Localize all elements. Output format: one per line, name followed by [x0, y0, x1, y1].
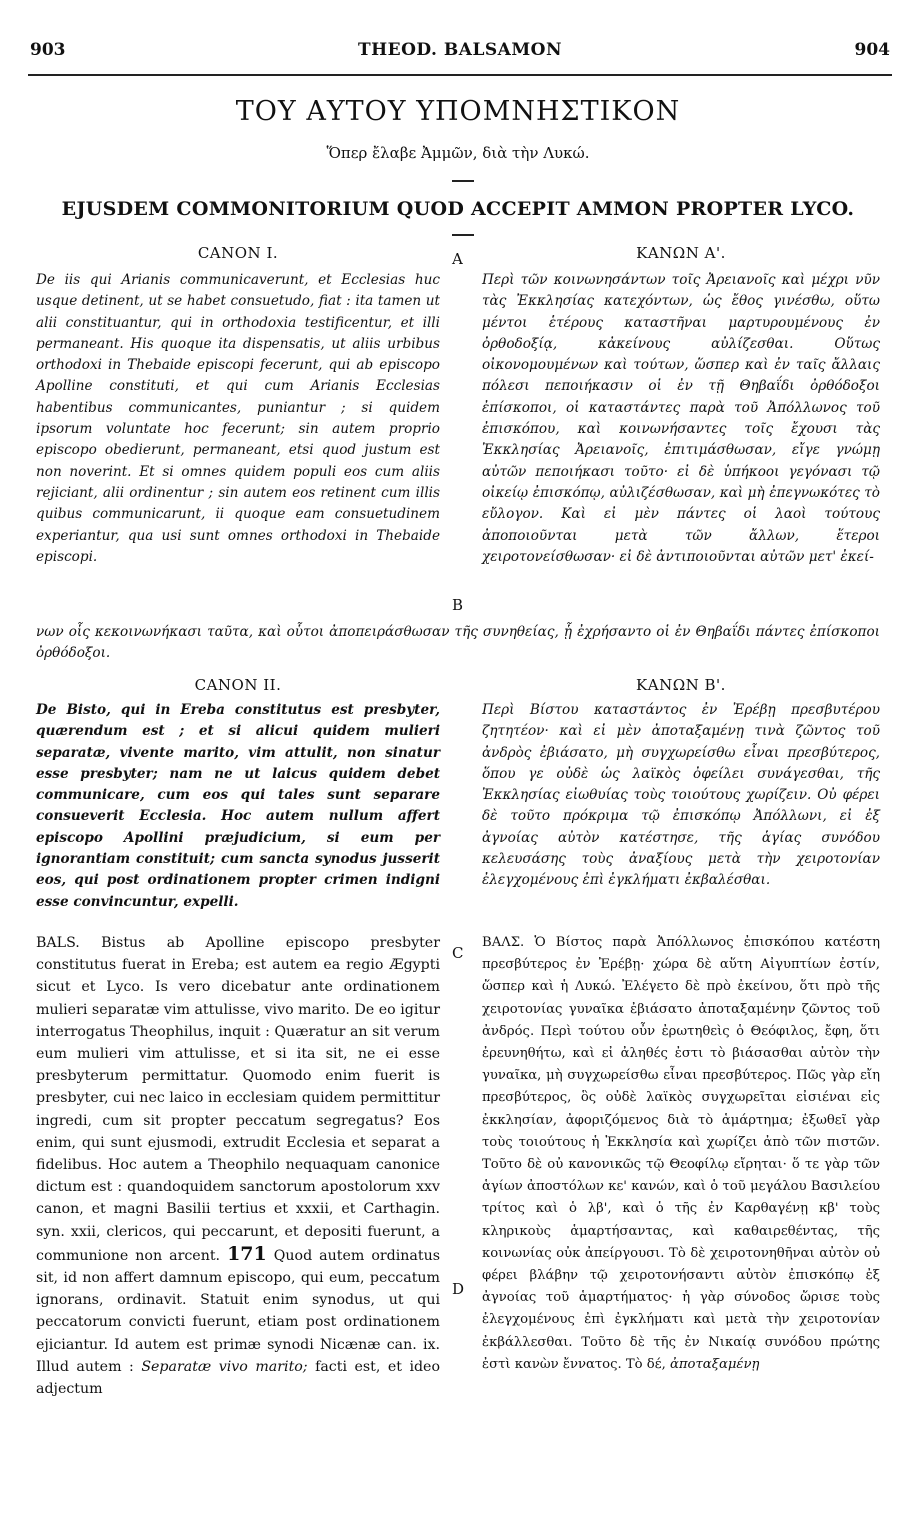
commentary-greek-label: ΒΑΛΣ.: [482, 935, 525, 950]
short-rule-2: [452, 234, 474, 236]
commentary-greek-paragraph: [482, 932, 880, 1376]
commentary-greek-italic: ἀποταξαμένῃ: [669, 1356, 760, 1372]
canon2-latin-text: [36, 700, 440, 913]
latin-title: EJUSDEM COMMONITORIUM QUOD ACCEPIT AMMON PROPTER LYCO.: [61, 198, 855, 220]
canon2-greek-heading: ΚΑΝΩΝ Β'.: [636, 676, 726, 694]
column-number: 171: [227, 1242, 267, 1265]
running-head: [30, 40, 890, 62]
commentary-greek-body: Ὁ Βίστος παρὰ Ἀπόλλωνος ἐπισκόπου κατέστη πρεσβύτερος ἐν Ἐρέβῃ· χώρα δὲ αὕτη Αἰγυπτίων ἐστίν, ὥσπερ καὶ ἡ Λυκώ. Ἐλέγετο δὲ πρὸ ἐκείνου, ὅτι πρὸ τῆς χειροτονίας γυναῖκα ἐβιάσατο ἀποταξαμένην ζῶντος τοῦ ἀνδρός. Περὶ τούτου οὖν ἐρωτηθεὶς ὁ Θεόφιλος, ἔφη, ὅτι ἐρευνηθήτω, καὶ εἰ ἀληθές ἐστι τὸ βιάσασθαι αὐτὸν τὴν γυναῖκα, μὴ συγχωρείσθω εἶναι πρεσβύτερος. Πῶς γὰρ εἴη πρεσβύτερος, ὃς οὐδὲ λαϊκὸς συγχωρεῖται εἰσιέναι εἰς ἐκκλησίαν, ἀφοριζόμενος διὰ τὸ ἁμάρτημα; ἐξωθεῖ γὰρ τοὺς τοιούτους ἡ Ἐκκλησία καὶ χωρίζει ἀπὸ τῶν πιστῶν. Τοῦτο δὲ οὐ κανονικῶς τῷ Θεοφίλῳ εἴρηται· ὅ τε γὰρ τῶν ἁγίων ἀποστόλων κε' κανών, καὶ ὁ τοῦ μεγάλου Βασιλείου τρίτος καὶ ὁ λβ', καὶ ὁ τῆς ἐν Καρθαγένῃ κβ' τοὺς κληρικοὺς ἁμαρτήσαντας, καὶ καθαιρεθέντας, τῆς κοινωνίας οὐκ ἀπείργουσι. Τὸ δὲ χειροτονηθῆναι αὐτὸν οὐ φέρει βλάβην τῷ χειροτονήσαντι αὐτὸν ἐπισκόπῳ ἐξ ἀγνοίας τοῦ ἁμαρτήματος· ἡ γὰρ σύνοδος ὥρισε τοὺς ἐλεγχομένους ἐπὶ ἐγκλήματι καὶ μετὰ τὴν χειροτονίαν ἐκβάλλεσθαι. Τοῦτο δὲ τῆς ἐν Νικαίᾳ συνόδου πρώτης ἐστὶ κανὼν ἔννατος. Τὸ δέ,: [482, 935, 880, 1372]
commentary-latin-final: facti est, et ideo adjectum: [36, 1358, 440, 1398]
page-number-left: 903: [30, 40, 66, 60]
greek-title: ΤΟΥ ΑΥΤΟΥ ΥΠΟΜΝΗΣΤΙΚΟΝ: [235, 96, 681, 127]
commentary-latin-part2: Quod autem ordinatus sit, id non affert damnum episcopo, qui eum, peccatum ignorans, ordinavit. Statuit enim synodus, ut qui peccatorum convicti fuerunt, etiam post ordinationem ejiciantur. Id autem est primæ synodi Nicænæ can. ix. Illud autem :: [36, 1247, 440, 1375]
page-number-right: 904: [854, 40, 890, 60]
canon1-greek-text: [482, 270, 880, 568]
commentary-latin-italic: Separatæ vivo marito;: [141, 1358, 308, 1375]
canon1-latin-heading: CANON I.: [197, 244, 279, 262]
margin-letter-d: D: [452, 1280, 465, 1298]
running-title: THEOD. BALSAMON: [357, 40, 563, 60]
canon1-latin-paragraph: De iis qui Arianis communicaverunt, et Ecclesias huc usque detinent, ut se habet consuetudo, fiat : ita tamen ut alii constituantur, qui in orthodoxia testificentur, et illi permaneant. His quoque ita dispensatis, ut aliis urbibus orthodoxi in Thebaide episcopi fecerunt, qui ab episcopo Apolline constituti, et qui cum Arianis Ecclesias habentibus communicantes, puniantur ; si quidem ipsorum voluntate hoc fecerunt; sin autem proprio episcopo obedierunt, permaneant, etsi quod justum est non noverint. Et si omnes quidem populi eos cum aliis rejiciant, alii ordinentur ; sin autem eos retinent cum illis quibus communicarunt, ii quoque eam consuetudinem experiantur, qua usi sunt omnes orthodoxi in Thebaide episcopi.: [36, 272, 440, 565]
short-rule-1: [452, 180, 474, 182]
commentary-greek: [482, 932, 880, 1376]
canon1-greek-heading: ΚΑΝΩΝ Α'.: [636, 244, 726, 262]
header-rule: [28, 74, 892, 76]
canon2-greek-text: [482, 700, 880, 892]
canon2-latin-heading: CANON II.: [194, 676, 282, 694]
greek-subtitle: Ὅπερ ἔλαβε Ἀμμῶν, διὰ τὴν Λυκώ.: [326, 144, 590, 162]
margin-letter-c: C: [452, 944, 464, 962]
commentary-latin: [36, 932, 440, 1400]
margin-letter-a: A: [452, 250, 463, 268]
canon2-latin-paragraph: De Bisto, qui in Ereba constitutus est presbyter, quærendum est ; et si alicui quidem mulieri separatæ, vivente marito, vim attulit, non sinatur esse presbyter; nam ne ut laicus quidem debet communicare, cum eos qui tales sunt separare consueverit Ecclesia. Hoc autem nullum affert episcopo Apollini præjudicium, si eum per ignorantiam constituit; cum sancta synodus jusserit eos, qui post ordinationem propter crimen indigni esse convincuntur, expelli.: [36, 702, 440, 910]
margin-letter-b: B: [452, 596, 464, 614]
commentary-latin-part1: Bistus ab Apolline episcopo presbyter constitutus fuerat in Ereba; est autem ea regio Ægypti sicut et Lyco. Is vero dicebatur ante ordinationem mulieri separatæ vim attulisse, vivo marito. De eo igitur interrogatus Theophilus, inquit : Quæratur an sit verum eum mulieri vim attulisse, et si ita sit, ne ei esse presbyterum permittatur. Quomodo enim fuerit is presbyter, cui nec laico in ecclesiam quidem permittitur ingredi, cum sit propter peccatum segregatus? Eos enim, qui sunt ejusmodi, extrudit Ecclesia et separat a fidelibus. Hoc autem a Theophilo nequaquam canonice dictum est : quandoquidem sanctorum apostolorum xxv canon, et magni Basilii tertius et xxxii, et Carthagin. syn. xxii, clericos, qui peccarunt, et depositi fuerunt, a communione non arcent.: [36, 935, 440, 1264]
canon1-greek-paragraph: Περὶ τῶν κοινωνησάντων τοῖς Ἀρειανοῖς καὶ μέχρι νῦν τὰς Ἐκκλησίας κατεχόντων, ὡς ἔθος γινέσθω, οὕτω μέντοι ἑτέρους καταστῆναι μαρτυρουμένους ἐν ὀρθοδοξίᾳ, κἀκείνους αὐλίζεσθαι. Οὕτως οἰκονομουμένων καὶ τούτων, ὥσπερ καὶ ἐν ταῖς ἄλλαις πόλεσι πεποιήκασιν οἱ ἐν τῇ Θηβαΐδι ὀρθόδοξοι ἐπίσκοποι, οἱ καταστάντες παρὰ τοῦ Ἀπόλλωνος τοῦ ἐπισκόπου, καὶ κοινωνήσαντες τοῖς ἔχουσι τὰς Ἐκκλησίας Ἀρειανοῖς, ἐπιτιμάσθωσαν, εἴγε γνώμῃ αὐτῶν πεποιήκασι τοῦτο· εἰ δὲ ὑπήκοοι γεγόνασι τῷ οἰκείῳ ἐπισκόπῳ, αὐλιζέσθωσαν, καὶ μὴ ἐπεγνωκότες τὸ εὔλογον. Καὶ εἰ μὲν πάντες οἱ λαοὶ τούτους ἀποποιοῦνται μετὰ τῶν ἄλλων, ἕτεροι χειροτονείσθωσαν· εἰ δὲ ἀντιποιοῦνται αὐτῶν μετ' ἐκεί-: [482, 272, 880, 565]
canon1-latin-text: [36, 270, 440, 568]
canon1-greek-continuation: νων οἷς κεκοινωνήκασι ταῦτα, καὶ οὗτοι ἀποπειράσθωσαν τῆς συνηθείας, ᾗ ἐχρήσαντο οἱ ἐν Θηβαΐδι πάντες ἐπίσκοποι ὀρθόδοξοι.: [36, 624, 880, 662]
commentary-latin-label: BALS.: [36, 935, 80, 951]
canon2-greek-paragraph: Περὶ Βίστου καταστάντος ἐν Ἐρέβῃ πρεσβυτέρου ζητητέον· καὶ εἰ μὲν ἀποταξαμένῃ τινὰ ζῶντος τοῦ ἀνδρὸς ἐβιάσατο, μὴ συγχωρείσθω εἶναι πρεσβύτερος, ὅπου γε οὐδὲ ὡς λαϊκὸς ὀφείλει συνάγεσθαι, τῆς Ἐκκλησίας εἰωθυίας τοὺς τοιούτους χωρίζειν. Οὐ φέρει δὲ τοῦτο πρόκριμα τῷ ἐπισκόπῳ Ἀπόλλωνι, εἰ ἐξ ἀγνοίας αὐτὸν κατέστησε, τῆς ἁγίας συνόδου κελευσάσης τοὺς ἀναξίους μετὰ τὴν χειροτονίαν ἐλεγχομένους ἐπὶ ἐγκλήματι ἐκβαλέσθαι.: [482, 702, 880, 889]
commentary-latin-paragraph: [36, 932, 440, 1400]
